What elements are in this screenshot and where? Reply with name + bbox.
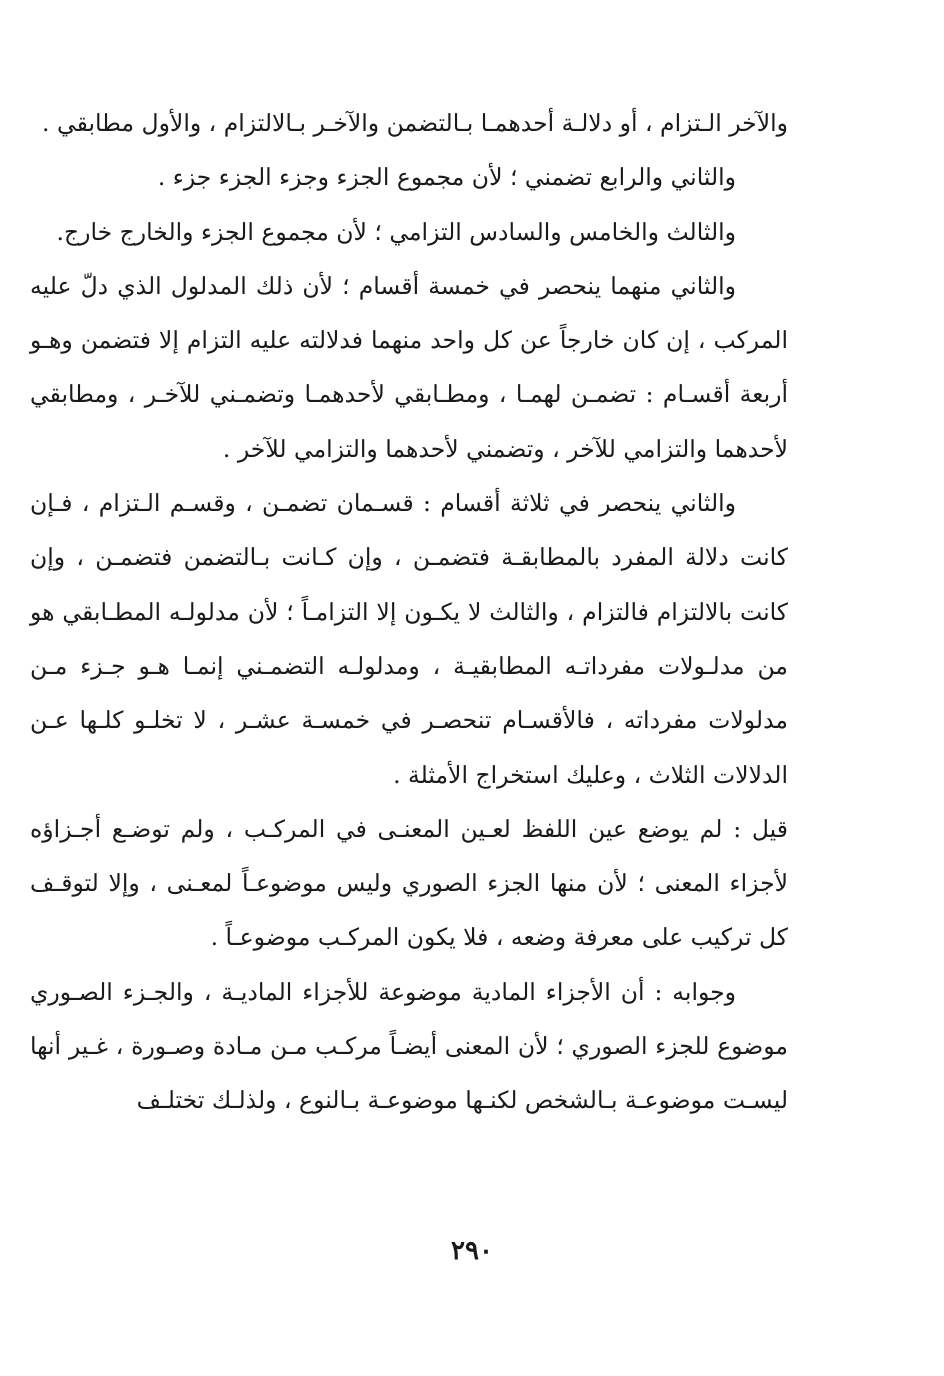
paragraph: قيل : لم يوضع عين اللفظ لعـين المعنـى في المركـب ، ولم توضـع أجـزاؤه لأجزاء المعنى ؛ لأن منها الجزء الصوري وليس موضوعـاً لمعـنى ، وإلا لتوقـف كل تركيب على معرفة وضعه ، فلا يكون المركـب موضوعـاً . [30,814,788,952]
page-number: ٢٩٠ [451,1236,493,1266]
paragraph: والثالث والخامس والسادس التزامي ؛ لأن مجموع الجزء والخارج خارج. [56,217,736,246]
body-text [30,96,788,1128]
paragraph: وجوابه : أن الأجزاء المادية موضوعة للأجزاء الماديـة ، والجـزء الصـوري موضوع للجزء الصوري ؛ لأن المعنى أيضـاً مركـب مـن مـادة وصـورة ، غـير أنها ليسـت موضوعـة بـالشخص لكنـها موضوعـة بـالنوع ، ولذلـك تختلـف [30,977,788,1115]
paragraph: والثاني منهما ينحصر في خمسة أقسام ؛ لأن ذلك المدلول الذي دلّ عليه المركب ، إن كان خارجاً عن كل واحد منهما فدلالته عليه التزام إلا فتضمن وهـو أربعة أقسـام : تضمـن لهمـا ، ومطـابقي لأحدهمـا وتضمـني للآخـر ، ومطابقي لأحدهما والتزامي للآخر ، وتضمني لأحدهما والتزامي للآخر . [30,271,788,463]
paragraph: والثاني ينحصر في ثلاثة أقسام : قسـمان تضمـن ، وقسـم الـتزام ، فـإن كانت دلالة المفرد بالمطابقـة فتضمـن ، وإن كـانت بـالتضمن فتضمـن ، وإن كانت بالالتزام فالتزام ، والثالث لا يكـون إلا التزامـاً ؛ لأن مدلولـه المطـابقي هو من مدلـولات مفرداتـه المطابقيـة ، ومدلولـه التضمـني إنمـا هـو جـزء مـن مدلولات مفرداته ، فالأقسـام تنحصـر في خمسـة عشـر ، لا تخلـو كلـها عـن الدلالات الثلاث ، وعليك استخراج الأمثلة . [30,489,788,789]
paragraph: والثاني والرابع تضمني ؛ لأن مجموع الجزء وجزء الجزء جزء . [157,163,736,192]
paragraph-continuation: والآخر الـتزام ، أو دلالـة أحدهمـا بـالتضمن والآخـر بـالالتزام ، والأول مطابقي . [42,109,788,137]
